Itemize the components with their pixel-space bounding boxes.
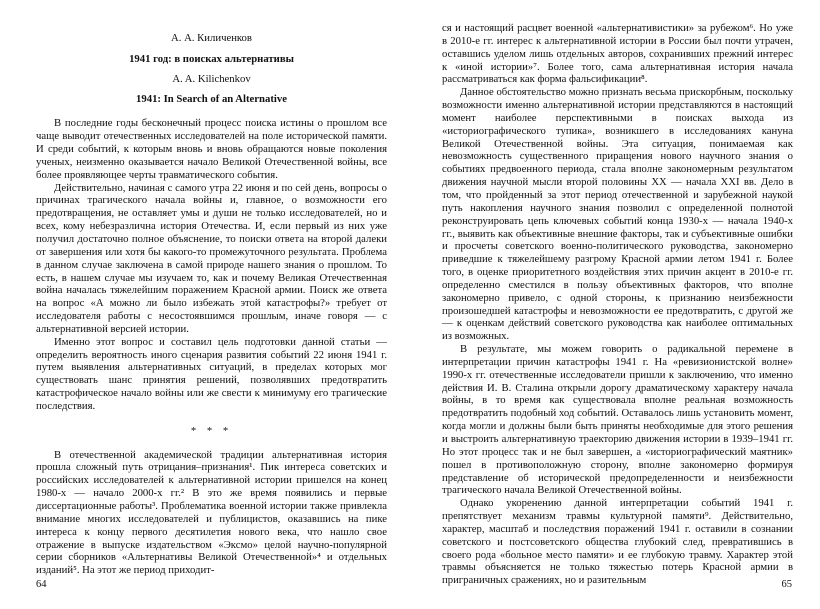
paragraph: Именно этот вопрос и составил цель подготовки данной статьи — определить вероятность иного сценария развития событий 22 июня 1941 г. путем выявления альтернативных ситуаций, в пределах которых мог существовать шанс принятия решений, позволявших предотвратить катастрофическое начало войны или же свести к минимуму его трагические последствия. — [36, 335, 387, 412]
paragraph: Действительно, начиная с самого утра 22 июня и по сей день, вопросы о причинах трагического начала войны и, главное, о возможности его предотвращения, не оставляет умы и души не только исследователей, но и всех, кому небезразлична история Отечества. И, если первый из них уже получил достаточно полное объяснение, то поиски ответа на второй далеки от завершения или хотя бы какого-то промежуточного результата. Проблема в данном случае заключена в самой природе нашего знания о прошлом. То есть, в нашем случае мы изучаем то, как и почему Великая Отечественная война началась тяжелейшим поражением Красной армии. Поиск же ответа на вопрос «А можно ли было избежать этой катастрофы?» требует от исследователя работы с несостоявшимся прошлым, иначе говоря — с альтернативной версией истории. — [36, 181, 387, 335]
paragraph-continued: ся и настоящий расцвет военной «альтернативистики» за рубежом⁶. Но уже в 2010-е гг. интерес к альтернативной истории в России был почти утрачен, оставшись уделом лишь отдельных авторов, сохранивших прежний интерес к «иной истории»⁷. Более того, сама альтернативная история начала рассматриваться как форма фальсификации⁸. — [442, 22, 793, 86]
paragraph: Данное обстоятельство можно признать весьма прискорбным, поскольку возможности именно альтернативной истории представляются в настоящий момент наиболее перспективными в поисках выхода из «историографического тупика», возникшего в исследованиях кануна Великой Отечественной войны. Эта ситуация, понимаемая как невозможность существенного приращения нового научного знания о событиях предвоенного периода, стала вполне закономерным результатом движения научной мысли второй половины XX — начала XXI вв. Дело в том, что пройденный за этот период отечественной и зарубежной наукой путь накопления научного знания позволил с определенной полнотой реконструировать цепь ключевых событий конца 1930-х — начала 1940-х гг., выявить как объективные внешние факторы, так и субъективные ошибки и просчеты советского военно-политического руководства, закономерно приведшие к тяжелейшему разгрому Красной армии летом 1941 г. Более того, в оценке приоритетного воздействия этих причин акцент в 2010-е гг. определенно сместился в пользу объективных факторов, что вполне закономерно привело, с одной стороны, к признанию неизбежности произошедшей катастрофы и невозможности ее предотвратить, с другой же — к оценкам действий советского руководства как наиболее оптимальных из возможных. — [442, 86, 793, 343]
section-separator: * * * — [190, 424, 233, 437]
article-title-en: 1941: In Search of an Alternative — [136, 92, 287, 105]
author-en: A. A. Kilichenkov — [172, 72, 251, 85]
right-page — [442, 22, 793, 587]
article-title-ru: 1941 год: в поисках альтернативы — [129, 52, 294, 65]
left-page — [36, 22, 387, 577]
paragraph: В результате, мы можем говорить о радикальной перемене в интерпретации причин катастрофы 1941 г. На «ревизионистской волне» 1990-х гг. отечественные исследователи пришли к заключению, что именно действия И. В. Сталина открыли дорогу драматическому характеру начала войны, в то время как существовала вполне реальная возможность предотвратить подобный ход событий. Оставалось лишь установить момент, когда могли и должны были быть приняты необходимые для этого решения и выстроить альтернативную траекторию движения истории в 1939–1941 гг. Но этот процесс так и не был завершен, а «историографический маятник» пошел в противоположную сторону, вполне закономерно формируя представление об исторической предопределенности и неизбежности трагического начала Великой Отечественной войны. — [442, 343, 793, 497]
page-number-left: 64 — [36, 579, 47, 590]
paragraph: Однако укоренению данной интерпретации событий 1941 г. препятствует механизм травмы культурной памяти⁹. Действительно, характер, масштаб и последствия поражений 1941 г. оставили в сознании советского и постсоветского общества глубокий след, превратившись в своего рода «больное место памяти» и ее глубокую травму. Характер этой травмы объясняется не только тяжестью потерь Красной армии в приграничных сражениях, но и разительным — [442, 497, 793, 587]
paragraph: В отечественной академической традиции альтернативная история прошла сложный путь отрицания–признания¹. Пик интереса советских и российских исследователей к альтернативной истории пришелся на конец 1980-х — начало 2000-х гг.² В это же время появились и первые диссертационные работы³. Проблематика военной истории также привлекла внимание многих исследователей и публицистов, оказавшись на пике интереса к концу первого десятилетия нового века, что нашло свое отражение в выпуске издательством «Эксмо» целой научно-популярной серии сборников «Альтернативы Великой Отечественной»⁴ и отдельных изданий⁵. На этот же период приходит- — [36, 448, 387, 577]
paragraph: В последние годы бесконечный процесс поиска истины о прошлом все чаще выводит отечественных исследователей на поле исторической памяти. И среди событий, к которым вновь и вновь обращаются новые поколения ученых, неизменно оказывается начало Великой Отечественной войны, все более проявляющее черты травматического события. — [36, 117, 387, 181]
author-ru: А. А. Киличенков — [171, 32, 252, 44]
page-number-right: 65 — [781, 579, 792, 590]
